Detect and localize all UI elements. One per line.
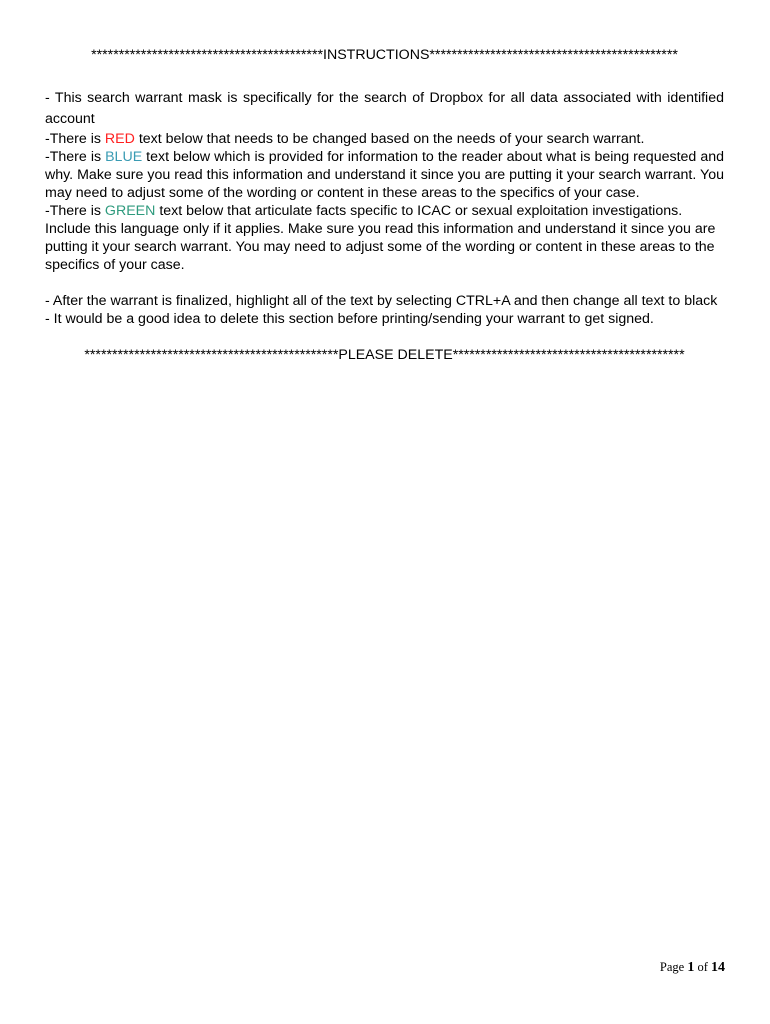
blue-note-suffix: text below which is provided for information to the reader about what is being requested and why. Make sure you read this information and understand it since you are putting it your search warrant. You may need to adjust some of the wording or content in these areas to the specifics of your case. xyxy=(45,149,724,201)
page-total: 14 xyxy=(711,960,725,975)
page-current: 1 xyxy=(687,960,695,975)
red-note-suffix: text below that needs to be changed based on the needs of your search warrant. xyxy=(134,131,645,147)
blue-text-note xyxy=(45,148,724,202)
green-note-prefix: -There is xyxy=(45,203,105,219)
please-delete-banner: **********************************************PLEASE DELETE****************************************** xyxy=(84,347,685,363)
after-finalized-note: - After the warrant is finalized, highlight all of the text by selecting CTRL+A and then change all text to black xyxy=(45,293,718,309)
instructions-header-banner: ******************************************INSTRUCTIONS********************************************* xyxy=(91,47,678,63)
blue-note-prefix: -There is xyxy=(45,149,106,165)
blue-keyword: BLUE xyxy=(105,149,143,165)
page-label: Page xyxy=(659,960,688,974)
red-text-note xyxy=(45,130,724,148)
green-note-suffix: text below that articulate facts specific to ICAC or sexual exploitation investigations. Include this language only if it applies. Make sure you read this information and understand it since you are putting it your search warrant. You may need to adjust some of the wording or content in these areas to the specifics of your case. xyxy=(45,203,716,273)
delete-section-note: - It would be a good idea to delete this section before printing/sending your warrant to get signed. xyxy=(45,311,654,327)
dropbox-purpose-line: - This search warrant mask is specifically for the search of Dropbox for all data associated with identified account xyxy=(45,90,724,127)
red-note-prefix: -There is xyxy=(45,131,105,147)
red-keyword: RED xyxy=(104,131,135,147)
page-number-footer xyxy=(660,960,725,976)
green-text-note xyxy=(45,202,724,274)
instructions-section xyxy=(45,46,724,364)
of-label: of xyxy=(694,960,711,974)
green-keyword: GREEN xyxy=(104,203,156,219)
